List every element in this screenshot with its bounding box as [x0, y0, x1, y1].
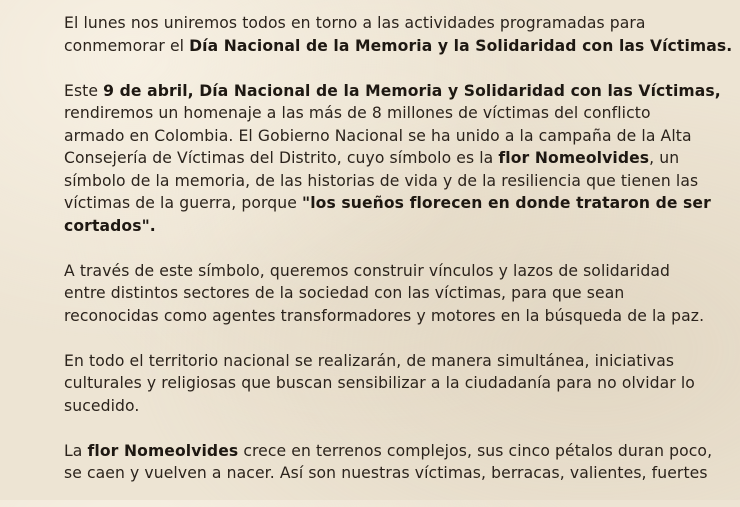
- text-line: [64, 125, 732, 148]
- bold-text: "los sueños florecen en donde trataron de ser: [302, 194, 711, 212]
- text: , un: [649, 149, 680, 167]
- text-line: [64, 350, 732, 373]
- bold-text: 9 de abril, Día Nacional de la Memoria y Solidaridad con las Víctimas,: [103, 81, 721, 100]
- text: En todo el territorio nacional se realizarán, de manera simultánea, iniciativas: [64, 351, 675, 370]
- text-line: [64, 462, 732, 485]
- text: A través de este símbolo, queremos construir vínculos y lazos de solidaridad: [64, 261, 671, 280]
- bold-text: flor Nomeolvides: [87, 441, 239, 460]
- text-line: [64, 12, 732, 35]
- text: rendiremos un homenaje a las más de 8 millones de víctimas del conflicto: [64, 104, 651, 122]
- text: El lunes nos uniremos todos en torno a las actividades programadas para: [64, 14, 646, 32]
- text: armado en Colombia. El Gobierno Nacional se ha unido a la campaña de la Alta: [64, 126, 692, 145]
- text-line: [64, 260, 732, 283]
- text-line: [64, 80, 732, 103]
- text-line: [64, 147, 732, 170]
- text-line: [64, 102, 732, 125]
- text-line: [64, 192, 732, 215]
- text: Este: [64, 81, 104, 100]
- text-line: [64, 372, 732, 395]
- text: símbolo de la memoria, de las historias de vida y de la resiliencia que tienen las: [64, 171, 699, 190]
- paragraph: [64, 350, 732, 418]
- text-line: [64, 395, 732, 418]
- paragraph: [64, 80, 732, 238]
- bold-text: cortados".: [64, 216, 156, 235]
- text: Consejería de Víctimas del Distrito, cuyo símbolo es la: [64, 149, 499, 167]
- text: crece en terrenos complejos, sus cinco pétalos duran poco,: [238, 441, 713, 460]
- text-line: [64, 305, 732, 328]
- text: culturales y religiosas que buscan sensibilizar a la ciudadanía para no olvidar lo: [64, 374, 695, 392]
- bold-text: flor Nomeolvides: [498, 149, 650, 167]
- text: entre distintos sectores de la sociedad con las víctimas, para que sean: [64, 284, 625, 302]
- paragraph: [64, 260, 732, 328]
- letter-body: [64, 12, 732, 507]
- text-line: [64, 440, 732, 463]
- text: sucedido.: [64, 396, 140, 415]
- text: se caen y vuelven a nacer. Así son nuestras víctimas, berracas, valientes, fuertes: [64, 464, 708, 482]
- text: reconocidas como agentes transformadores y motores en la búsqueda de la paz.: [64, 306, 705, 325]
- paragraph: [64, 12, 732, 57]
- text: La: [64, 441, 88, 460]
- bold-text: Día Nacional de la Memoria y la Solidaridad con las Víctimas.: [189, 36, 733, 55]
- text-line: [64, 170, 732, 193]
- paragraph: [64, 440, 732, 485]
- text: víctimas de la guerra, porque: [64, 194, 303, 212]
- text-line: [64, 35, 732, 58]
- text-line: [64, 215, 732, 238]
- text-line: [64, 282, 732, 305]
- text: conmemorar el: [64, 36, 190, 55]
